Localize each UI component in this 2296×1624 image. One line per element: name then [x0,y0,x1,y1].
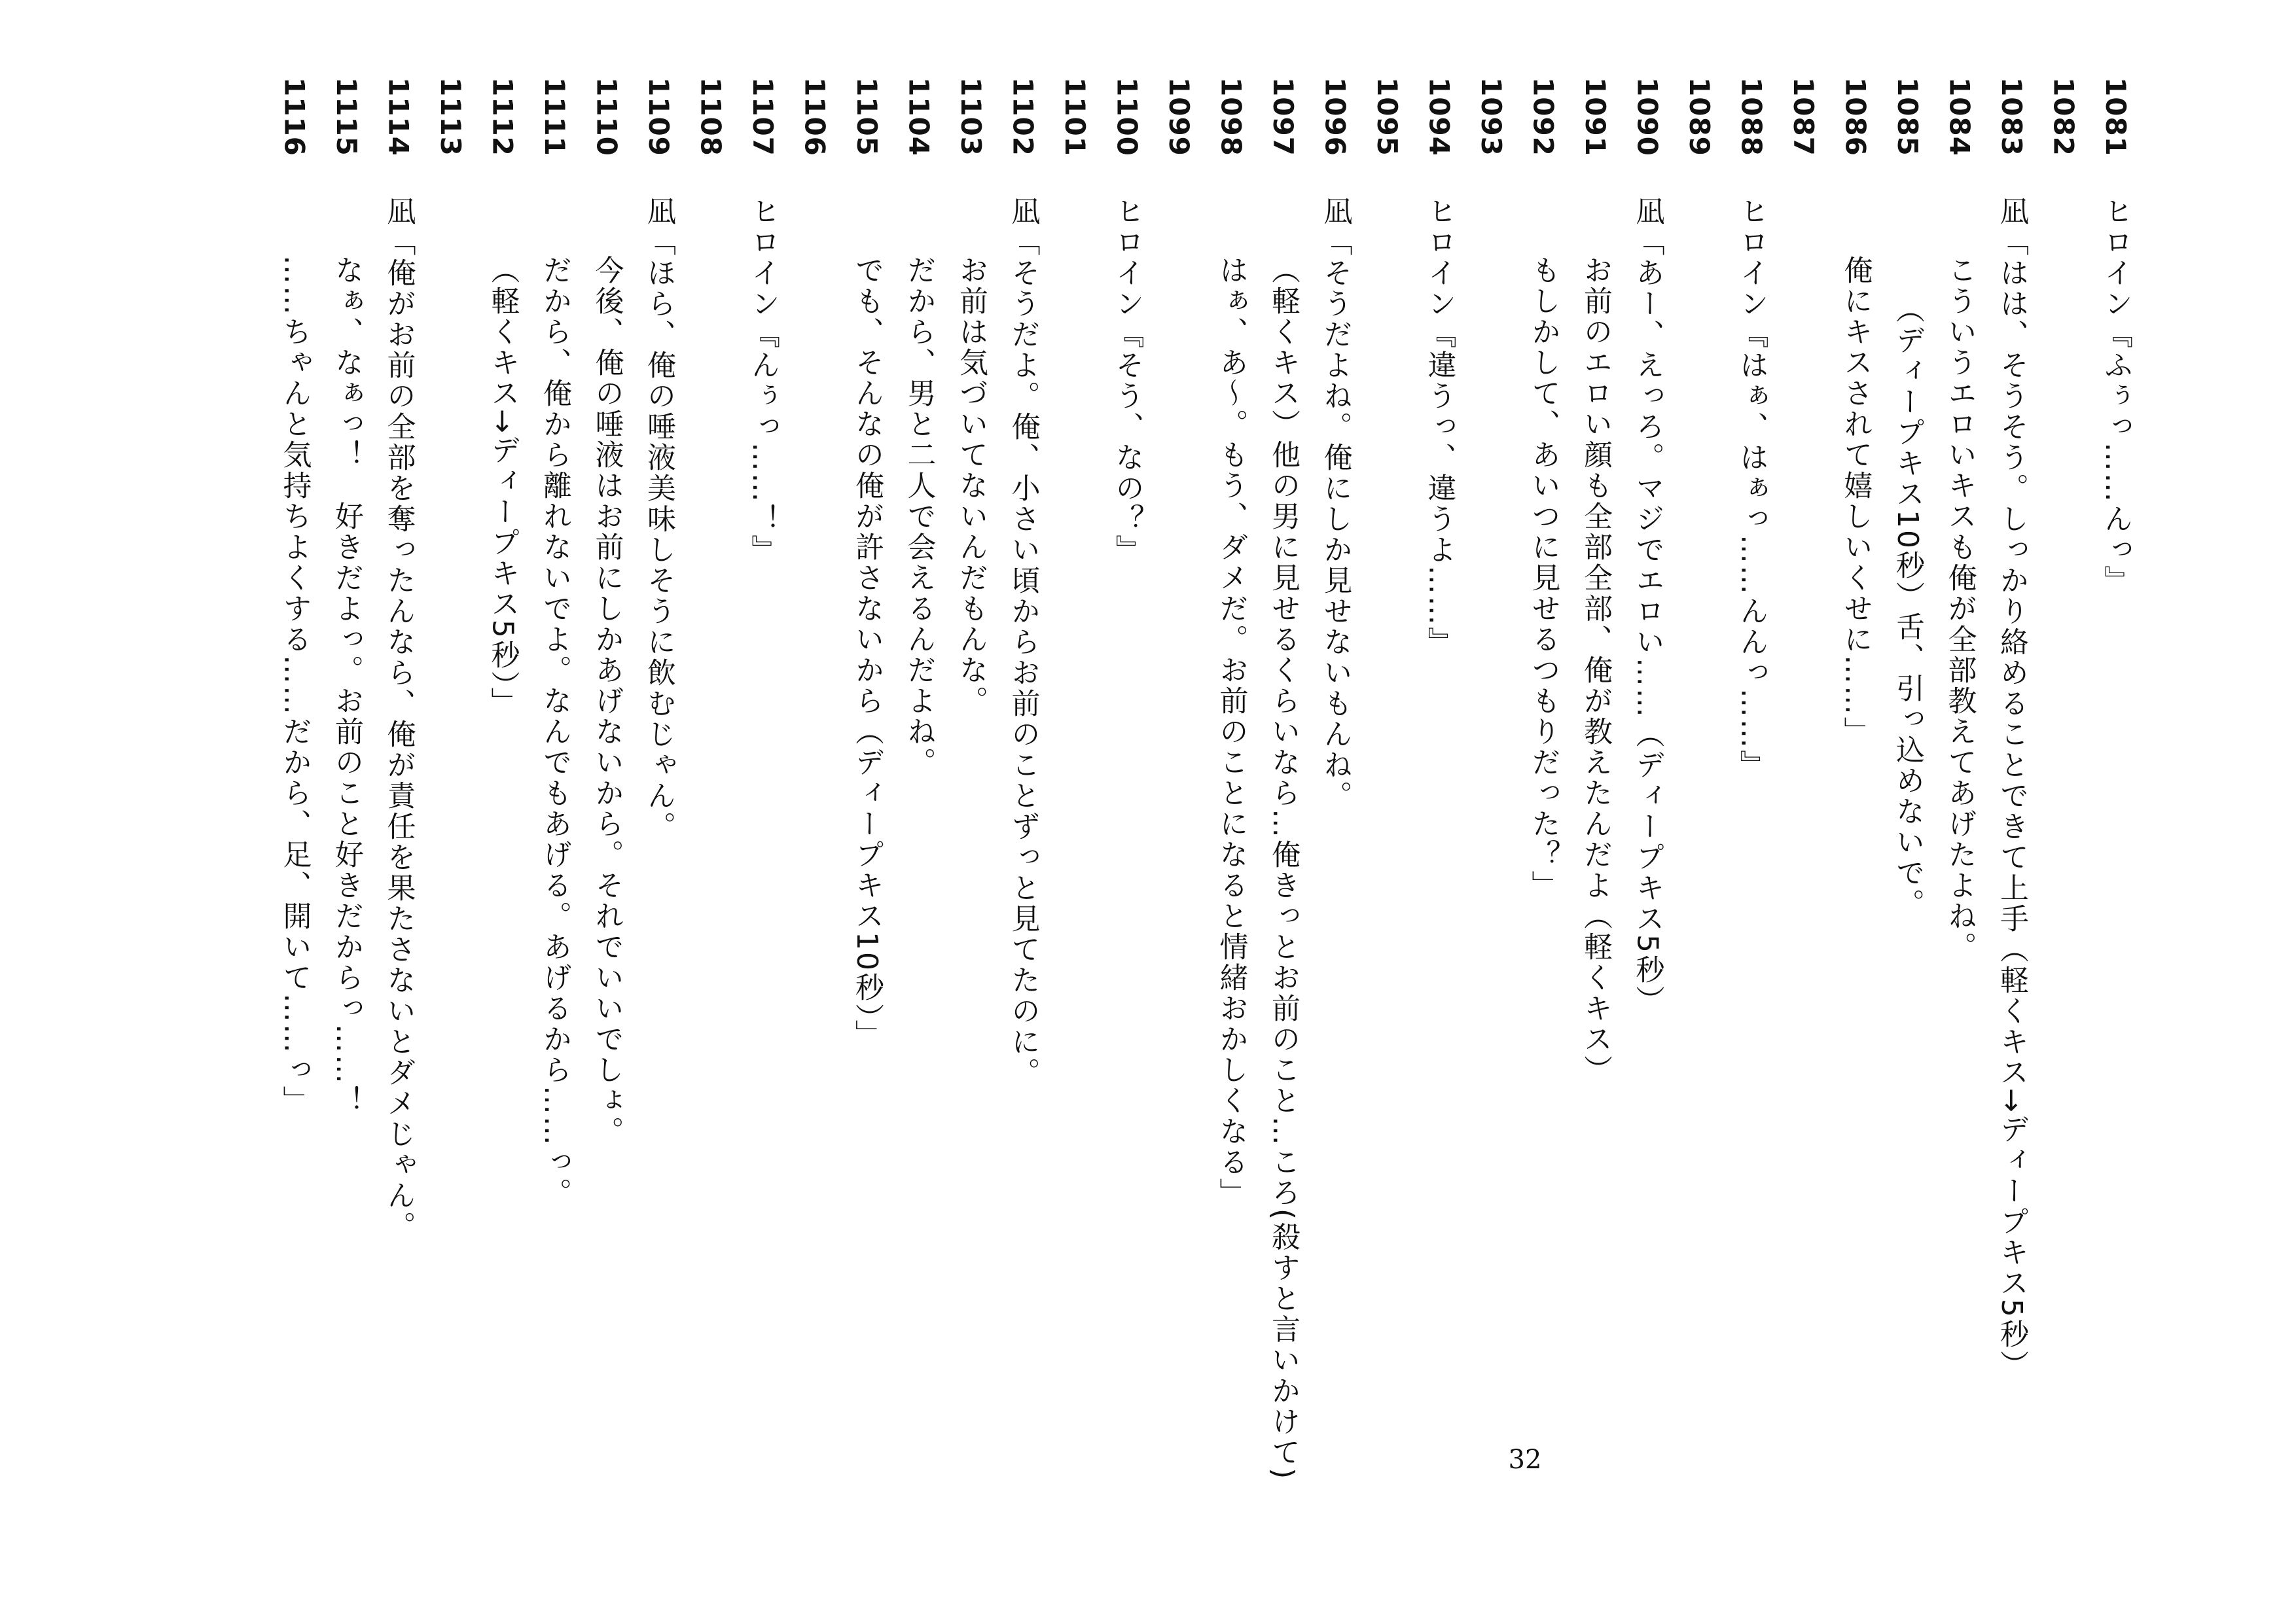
line-text: 今後、俺の唾液はお前にしかあげないから。それでいいでしょ。 [590,255,624,1147]
script-line [424,0,476,1624]
line-text [1673,196,1725,1439]
line-text: ヒロイン『はぁ、はぁっ……んんっ……』 [1734,196,1768,781]
line-text: なぁ、なぁっ！ 好きだよっ。お前のこと好きだからっ……！ [330,255,363,1116]
script-line [320,0,372,1624]
line-number: 1089 [1683,77,1715,156]
page-number: 32 [1508,1445,1542,1475]
line-text: はぁ、あ〜。もう、ダメだ。お前のことになると情緒おかしくなる」 [1214,255,1248,1209]
line-number: 1105 [851,77,883,156]
line-number: 1116 [278,77,311,156]
line-text: 凪「はは、そうそう。しっかり絡めることできて上手（軽くキス→ディープキス5秒） [1995,196,2028,1381]
line-text [1777,196,1829,1439]
script-line [476,0,529,1624]
line-text: 凪「そうだよ。俺、小さい頃からお前のことずっと見てたのに。 [1006,196,1040,1088]
line-text [1049,196,1101,1439]
line-text: （軽くキス）他の男に見せるくらいなら…俺きっとお前のこと…ころ(殺すと言いかけて) [1266,255,1300,1481]
script-line [944,0,997,1624]
line-text: ヒロイン『そう、なの？』 [1110,196,1144,565]
line-number: 1113 [435,77,467,156]
line-text: ヒロイン『違うっ、違うよ……』 [1422,196,1456,658]
line-number: 1087 [1787,77,1820,156]
line-number: 1088 [1735,77,1768,156]
script-line [632,0,685,1624]
line-text: ヒロイン『ふぅっ……んっ』 [2099,196,2132,596]
line-text: だから、俺から離れないでよ。なんでもあげる。あげるから……っ。 [538,255,571,1209]
script-line [1049,0,1101,1624]
script-line [1101,0,1153,1624]
line-text: ……ちゃんと気持ちよくする……だから、足、開いて……っ」 [278,255,312,1116]
line-number: 1108 [694,77,727,156]
line-number: 1085 [1892,77,1924,156]
line-number: 1112 [486,77,519,156]
line-number: 1107 [747,77,779,156]
script-line [840,0,893,1624]
line-number: 1109 [643,77,675,156]
line-text: 凪「ほら、俺の唾液美味しそうに飲むじゃん。 [642,196,675,842]
line-text: だから、男と二人で会えるんだよね。 [902,255,936,778]
line-text [2037,196,2090,1439]
script-line [372,0,425,1624]
line-number: 1100 [1111,77,1143,156]
line-text [1153,196,1205,1439]
line-number: 1099 [1163,77,1195,156]
line-text: 凪「あー、えっろ。マジでエロい……（ディープキス5秒） [1630,196,1664,1016]
line-number: 1114 [382,77,415,156]
line-text: お前のエロい顔も全部全部、俺が教えたんだよ（軽くキス） [1579,255,1612,1086]
line-text [1361,196,1413,1439]
line-number: 1093 [1475,77,1507,156]
line-number: 1092 [1527,77,1560,156]
script-line [1829,0,1882,1624]
script-line [1881,0,1933,1624]
line-text: （ディープキス10秒）舌、引っ込めないで。 [1891,294,1924,919]
script-line [1257,0,1309,1624]
line-text: でも、そんなの俺が許さないから（ディープキス10秒）」 [850,255,884,1050]
line-text: （軽くキス→ディープキス5秒）」 [486,255,520,718]
script-line [789,0,841,1624]
script-line [268,0,321,1624]
script-line [1933,0,1986,1624]
script-line [1205,0,1257,1624]
line-text: ヒロイン『んぅっ……！』 [746,196,780,565]
script-line [1985,0,2037,1624]
line-text [789,196,841,1439]
line-number: 1104 [903,77,935,156]
script-line [1569,0,1621,1624]
script-line [685,0,737,1624]
script-line [997,0,1049,1624]
script-line [528,0,581,1624]
line-number: 1083 [1996,77,2028,156]
line-number: 1101 [1059,77,1091,156]
line-number: 1110 [590,77,623,156]
script-line [1413,0,1465,1624]
line-number: 1097 [1267,77,1299,156]
script-line [893,0,945,1624]
line-number: 1098 [1215,77,1247,156]
script-line [1361,0,1413,1624]
line-number: 1103 [955,77,987,156]
line-number: 1106 [798,77,831,156]
line-number: 1096 [1319,77,1352,156]
script-line [1621,0,1674,1624]
line-text [685,196,737,1439]
line-number: 1091 [1579,77,1611,156]
line-text: 俺にキスされて嬉しいくせに……」 [1839,255,1873,747]
line-text [1465,196,1517,1439]
line-number: 1090 [1631,77,1664,156]
script-line [1309,0,1361,1624]
line-number: 1086 [1839,77,1872,156]
script-line [1153,0,1205,1624]
line-text [424,196,476,1439]
line-text: こういうエロいキスも俺が全部教えてあげたよね。 [1943,255,1977,962]
line-number: 1081 [2100,77,2132,156]
line-number: 1111 [539,77,571,156]
script-line [1725,0,1778,1624]
script-line [1517,0,1570,1624]
script-line [1673,0,1725,1624]
script-line [1465,0,1517,1624]
line-number: 1082 [2047,77,2080,156]
script-line [2037,0,2090,1624]
line-text: 凪「俺がお前の全部を奪ったんなら、俺が責任を果たさないとダメじゃん。 [382,196,416,1242]
script-line [581,0,633,1624]
line-number: 1115 [331,77,363,156]
line-number: 1094 [1423,77,1456,156]
script-line [736,0,789,1624]
line-number: 1102 [1007,77,1039,156]
script-line [2089,0,2142,1624]
line-number: 1084 [1943,77,1976,156]
line-text: お前は気づいてないんだもんな。 [954,255,988,716]
line-number: 1095 [1371,77,1403,156]
script-line [1777,0,1829,1624]
line-text: 凪「そうだよね。俺にしか見せないもんね。 [1318,196,1352,811]
line-text: もしかして、あいつに見せるつもりだった？」 [1526,255,1560,901]
